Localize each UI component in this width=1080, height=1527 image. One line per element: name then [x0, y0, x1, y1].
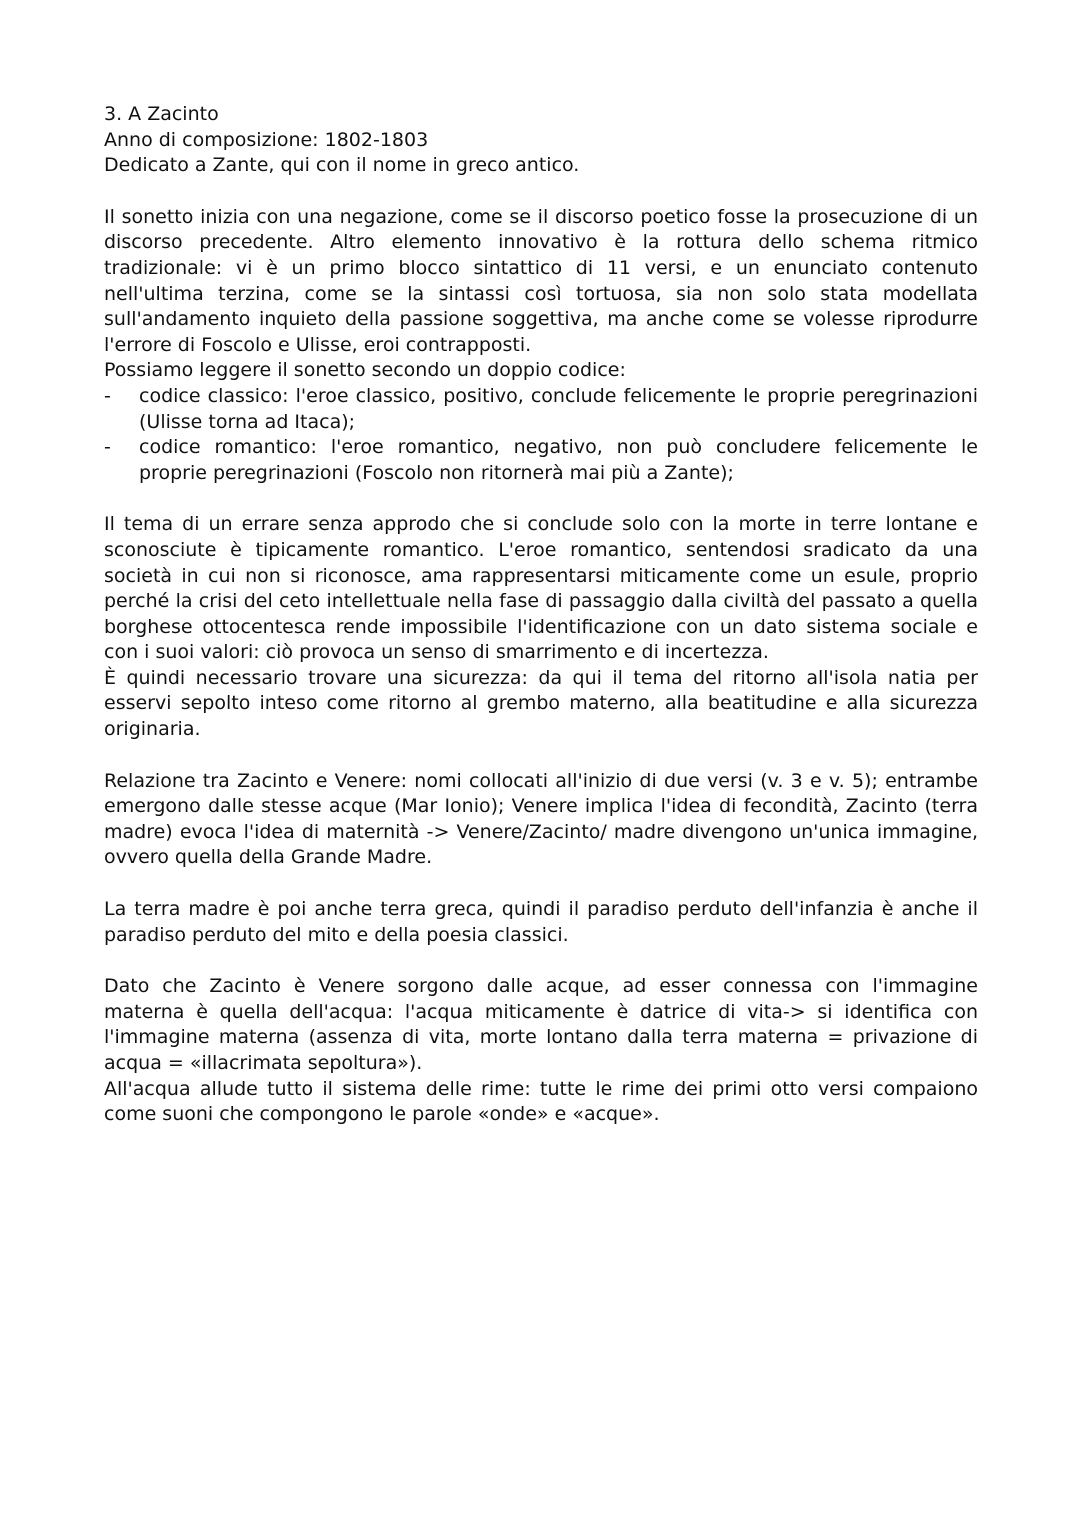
codes-list	[104, 384, 978, 486]
paragraph-sonnet-structure: Il sonetto inizia con una negazione, come se il discorso poetico fosse la prosecuzione di un discorso precedente. Altro elemento innovativo è la rottura dello schema ritmico tradizionale: vi è un primo blocco sintattico di 11 versi, e un enunciato contenuto nell'ultima terzina, come se la sintassi così tortuosa, sia non solo stata modellata sull'andamento inquieto della passione soggettiva, ma anche come se volesse riprodurre l'errore di Foscolo e Ulisse, eroi contrapposti.	[104, 205, 978, 356]
paragraph-mother-land: La terra madre è poi anche terra greca, quindi il paradiso perduto dell'infanzia è anche il paradiso perduto del mito e della poesia classici.	[104, 898, 978, 946]
spacer	[104, 871, 978, 897]
bullet-dash: -	[104, 384, 111, 407]
bullet-dash: -	[104, 436, 111, 459]
paragraph-zacinto-venere: Relazione tra Zacinto e Venere: nomi collocati all'inizio di due versi (v. 3 e v. 5); entrambe emergono dalle stesse acque (Mar Ionio); Venere implica l'idea di fecondità, Zacinto (terra madre) evoca l'idea di maternità -> Venere/Zacinto/ madre divengono un'unica immagine, ovvero quella della Grande Madre.	[104, 769, 978, 869]
spacer	[104, 743, 978, 769]
list-item	[104, 384, 978, 435]
paragraph-water-image: Dato che Zacinto è Venere sorgono dalle acque, ad esser connessa con l'immagine materna è quella dell'acqua: l'acqua miticamente è datrice di vita-> si identifica con l'immagine materna (assenza di vita, morte lontano dalla terra materna = privazione di acqua = «illacrimata sepoltura»).	[104, 975, 978, 1074]
document-page	[104, 102, 978, 1128]
paragraph-return-theme: È quindi necessario trovare una sicurezza: da qui il tema del ritorno all'isola natia per esservi sepolto inteso come ritorno al grembo materno, alla beatitudine e alla sicurezza originaria.	[104, 666, 978, 741]
spacer	[104, 179, 978, 205]
document-title: 3. A Zacinto	[104, 103, 219, 125]
list-item-text: codice romantico: l'eroe romantico, negativo, non può concludere felicemente le proprie peregrinazioni (Foscolo non ritornerà mai più a Zante);	[139, 436, 978, 484]
paragraph-codes-intro: Possiamo leggere il sonetto secondo un doppio codice:	[104, 359, 626, 382]
spacer	[104, 486, 978, 512]
composition-year: Anno di composizione: 1802-1803	[104, 128, 429, 151]
list-item-text: codice classico: l'eroe classico, positivo, conclude felicemente le proprie peregrinazioni (Ulisse torna ad Itaca);	[139, 384, 978, 433]
paragraph-rhyme-system: All'acqua allude tutto il sistema delle rime: tutte le rime dei primi otto versi compaiono come suoni che compongono le parole «onde» e «acque».	[104, 1077, 978, 1126]
document-header	[104, 102, 978, 179]
list-item	[104, 435, 978, 486]
dedication-line: Dedicato a Zante, qui con il nome in greco antico.	[104, 154, 580, 177]
spacer	[104, 948, 978, 974]
paragraph-romantic-theme: Il tema di un errare senza approdo che si conclude solo con la morte in terre lontane e sconosciute è tipicamente romantico. L'eroe romantico, sentendosi sradicato da una società in cui non si riconosce, ama rappresentarsi miticamente come un esule, proprio perché la crisi del ceto intellettuale nella fase di passaggio dalla civiltà del passato a quella borghese ottocentesca rende impossibile l'identificazione con un dato sistema sociale e con i suoi valori: ciò provoca un senso di smarrimento e di incertezza.	[104, 513, 978, 664]
